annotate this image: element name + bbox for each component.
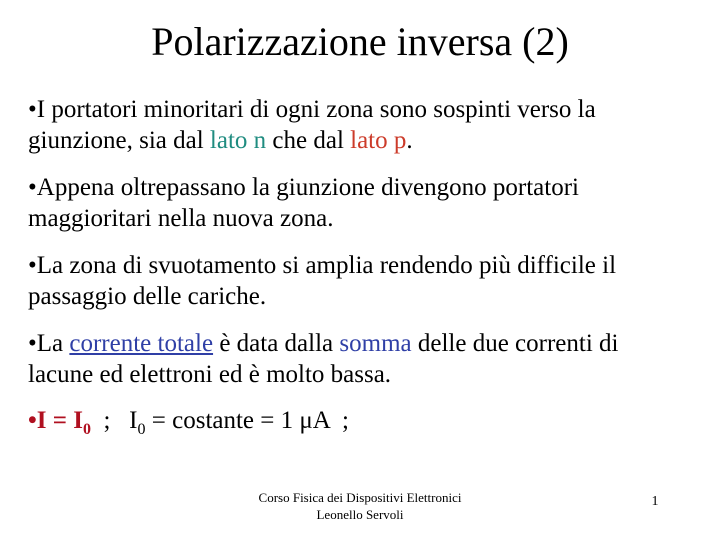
highlight-lato-p: lato p <box>350 127 407 154</box>
bullet-text: che dal <box>266 127 351 154</box>
footer-course-name: Corso Fisica dei Dispositivi Elettronici <box>258 490 462 505</box>
equation-mid: ; I <box>90 407 138 434</box>
bullet-4 <box>28 328 688 390</box>
highlight-lato-n: lato n <box>209 127 267 154</box>
bullet-5-equation <box>28 405 688 436</box>
equation-mid-subscript: 0 <box>137 421 146 438</box>
footer-author: Leonello Servoli <box>316 507 404 522</box>
slide-title: Polarizzazione inversa (2) <box>151 19 569 64</box>
bullet-marker: • <box>28 96 37 123</box>
bullet-text: La zona di svuotamento si amplia rendendo più difficile il passaggio delle cariche. <box>28 252 617 310</box>
bullet-marker: • <box>28 330 37 357</box>
bullet-marker: • <box>28 407 37 434</box>
bullet-text: . <box>406 127 413 154</box>
equation-left-subscript: 0 <box>82 421 91 438</box>
equation-right: = costante = 1 μA ; <box>145 407 349 434</box>
bullet-text: Appena oltrepassano la giunzione divengono portatori maggioritari nella nuova zona. <box>28 174 579 232</box>
bullet-2 <box>28 172 688 234</box>
highlight-somma: somma <box>339 330 412 357</box>
bullet-3 <box>28 250 688 312</box>
bullet-text: delle due correnti di lacune ed elettroni ed è molto bassa. <box>28 330 619 388</box>
page-number: 1 <box>651 494 659 509</box>
footer-course-info <box>220 489 500 523</box>
equation-left: I = I <box>36 407 83 434</box>
bullet-text: è data dalla <box>213 330 340 357</box>
bullet-marker: • <box>28 174 37 201</box>
bullet-marker: • <box>28 252 37 279</box>
bullet-text: I portatori minoritari di ogni zona sono sospinti verso la giunzione, sia dal <box>28 96 596 154</box>
bullet-1 <box>28 94 688 156</box>
bullet-text: La <box>36 330 70 357</box>
highlight-corrente-totale: corrente totale <box>69 330 214 357</box>
